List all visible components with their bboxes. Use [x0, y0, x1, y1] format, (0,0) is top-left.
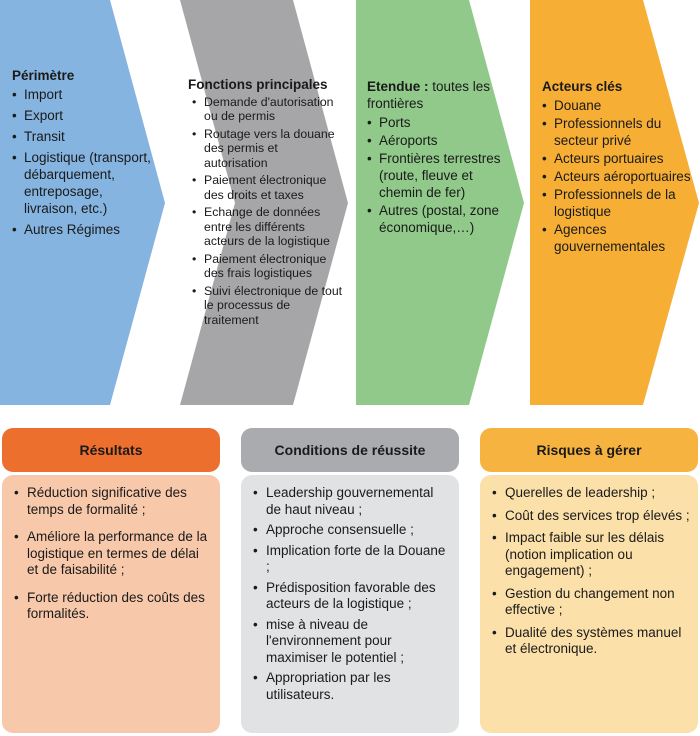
- list-item: • Ports: [367, 114, 517, 131]
- list-item: • Export: [12, 107, 157, 124]
- chevron-etendue-title: Etendue :: [367, 79, 429, 94]
- list-item: • Impact faible sur les délais (notion implication ou engagement) ;: [492, 530, 690, 580]
- chevron-perimetre-title: Périmètre: [12, 68, 75, 83]
- list-item: • Import: [12, 86, 157, 103]
- card-risques-body: [480, 475, 698, 733]
- chevron-acteurs-list: [542, 97, 698, 255]
- card-resultats-list: [14, 485, 212, 623]
- list-item: • Appropriation par les utilisateurs.: [253, 670, 451, 703]
- list-item: • Paiement électronique des frais logistiques: [192, 252, 343, 281]
- chevron-etendue-content: [367, 78, 517, 237]
- list-item: • Prédisposition favorable des acteurs de la logistique ;: [253, 580, 451, 613]
- list-item: • Frontières terrestres (route, fleuve et chemin de fer): [367, 150, 517, 201]
- list-item: • Logistique (transport, débarquement, entreposage, livraison, etc.): [12, 149, 157, 217]
- list-item: • Leadership gouvernemental de haut niveau ;: [253, 485, 451, 518]
- list-item: • Acteurs portuaires: [542, 150, 698, 167]
- chevron-etendue: [356, 0, 526, 406]
- list-item: • Autres (postal, zone économique,…): [367, 202, 517, 236]
- chevron-fonctions-list: [192, 95, 343, 328]
- list-item: • Suivi électronique de tout le processus de traitement: [192, 284, 343, 328]
- list-item: • Professionnels de la logistique: [542, 186, 698, 220]
- list-item: • Echange de données entre les différents acteurs de la logistique: [192, 205, 343, 249]
- card-risques-header: Risques à gérer: [480, 428, 698, 472]
- card-resultats-header: Résultats: [2, 428, 220, 472]
- chevron-etendue-heading: [367, 78, 517, 112]
- chevron-perimetre-content: [12, 67, 157, 242]
- chevron-acteurs-content: [542, 78, 698, 256]
- list-item: • Réduction significative des temps de formalité ;: [14, 485, 212, 518]
- list-item: • Forte réduction des coûts des formalités.: [14, 590, 212, 623]
- list-item: • Transit: [12, 128, 157, 145]
- chevron-perimetre-list: [12, 86, 157, 238]
- chevron-etendue-title-rest: toutes les frontières: [367, 79, 491, 111]
- card-conditions: [241, 428, 459, 733]
- list-item: • Professionnels du secteur privé: [542, 115, 698, 149]
- chevron-fonctions: [180, 0, 350, 406]
- list-item: • mise à niveau de l'environnement pour maximiser le potentiel ;: [253, 617, 451, 667]
- card-conditions-body: [241, 475, 459, 733]
- card-resultats: [2, 428, 220, 733]
- card-conditions-list: [253, 485, 451, 703]
- list-item: • Agences gouvernementales: [542, 221, 698, 255]
- list-item: • Acteurs aéroportuaires: [542, 168, 698, 185]
- chevron-fonctions-title: Fonctions principales: [188, 77, 328, 92]
- list-item: • Routage vers la douane des permis et autorisation: [192, 127, 343, 171]
- list-item: • Paiement électronique des droits et taxes: [192, 173, 343, 202]
- card-conditions-header: Conditions de réussite: [241, 428, 459, 472]
- list-item: • Aéroports: [367, 132, 517, 149]
- list-item: • Dualité des systèmes manuel et électronique.: [492, 625, 690, 658]
- list-item: • Gestion du changement non effective ;: [492, 586, 690, 619]
- card-risques: [480, 428, 698, 733]
- list-item: • Coût des services trop élevés ;: [492, 508, 690, 525]
- list-item: • Autres Régimes: [12, 221, 157, 238]
- chevron-fonctions-content: [188, 78, 343, 330]
- chevron-acteurs: [530, 0, 700, 406]
- list-item: • Demande d'autorisation ou de permis: [192, 95, 343, 124]
- chevron-perimetre: [0, 0, 166, 406]
- list-item: • Approche consensuelle ;: [253, 522, 451, 539]
- chevron-etendue-list: [367, 114, 517, 236]
- card-resultats-body: [2, 475, 220, 733]
- list-item: • Querelles de leadership ;: [492, 485, 690, 502]
- card-risques-list: [492, 485, 690, 658]
- list-item: • Douane: [542, 97, 698, 114]
- list-item: • Implication forte de la Douane ;: [253, 543, 451, 576]
- chevron-acteurs-title: Acteurs clés: [542, 79, 623, 94]
- list-item: • Améliore la performance de la logistique en termes de délai et de faisabilité ;: [14, 529, 212, 579]
